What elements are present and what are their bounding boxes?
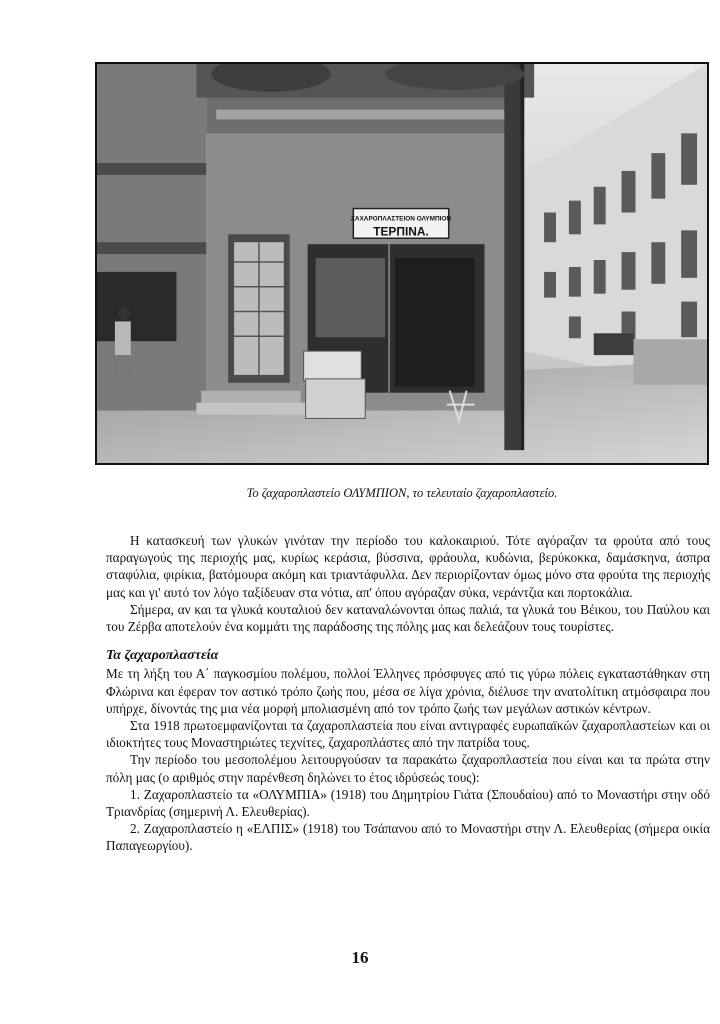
list-item: 1. Ζαχαροπλαστείο τα «ΟΛΥΜΠΙΑ» (1918) του Δημητρίου Γιάτα (Σπουδαίου) από το Μοναστήρι στην οδό Τριανδρίας (σημερινή Λ. Ελευθερίας). [106,786,710,820]
paragraph: Την περίοδο του μεσοπολέμου λειτουργούσαν τα παρακάτω ζαχαροπλαστεία που είναι και τα πρώτα στην πόλη μας (ο αριθμός στην παρένθεση δηλώνει το έτος ιδρύσεώς τους): [106,752,710,785]
paragraph: Η κατασκευή των γλυκών γινόταν την περίοδο του καλοκαιριού. Τότε αγόραζαν τα φρούτα από τους παραγωγούς της περιοχής μας, κυρίως κεράσια, βύσσινα, φράουλα, κυδώνια, βερύκοκκα, δαμάσκηνα, άσπρα σταφύλια, φιρίκια, βατόμουρα ακόμη και τριαντάφυλλα. Δεν περιορίζονταν όμως μόνο στα φρούτα της περιοχής μας και γι' αυτό τον λόγο ταξίδευαν στα νότια, απ' όπου αγόραζαν σύκα, νεράντζια και πορτοκάλια. [106,533,710,600]
list-item: 2. Ζαχαροπλαστείο η «ΕΛΠΙΣ» (1918) του Τσάπανου από το Μοναστήρι στην Λ. Ελευθερίας (σήμερα οικία Παπαγεωργίου). [106,821,710,854]
paragraph: Σήμερα, αν και τα γλυκά κουταλιού δεν καταναλώνονται όπως παλιά, τα γλυκά του Βέικου, του Παύλου και του Ζέρβα αποτελούν ένα κομμάτι της παράδοσης της πόλης μας και δελεάζουν τους τουρίστες. [106,601,710,635]
historic-photo [95,62,709,465]
shop-sign-line1: ΖΑΧΑΡΟΠΛΑΣΤΕΙΟΝ ΟΛΥΜΠΙΟΝ [350,215,452,223]
paragraph: Με τη λήξη του Α΄ παγκοσμίου πολέμου, πολλοί Έλληνες πρόσφυγες από τις γύρω πόλεις εγκαταστάθηκαν στη Φλώρινα και έφεραν τον αστικό τρόπο ζωής που, μέσα σε λίγα χρόνια, διέλυσε την ανατολίτικη ατμόσφαιρα που υπήρχε, δίνοντάς της μια νέα μορφή μπολιασμένη από τον τρόπο ζωής των μεγάλων αστικών κέντρων. [106,666,710,716]
shop-sign-line2: ΤΕΡΠΙΝΑ. [373,224,429,239]
section-heading: Τα ζαχαροπλαστεία [106,648,219,664]
photo-illustration [97,64,707,463]
paragraph: Στα 1918 πρωτοεμφανίζονται τα ζαχαροπλαστεία που είναι αντιγραφές ευρωπαϊκών ζαχαροπλαστείων και οι ιδιοκτήτες τους Μοναστηριώτες τεχνίτες, ζαχαροπλάστες από την πατρίδα τους. [106,718,710,751]
photo-caption: Το ζαχαροπλαστείο ΟΛΥΜΠΙΟΝ, το τελευταίο ζαχαροπλαστείο. [246,486,558,500]
page-number: 16 [351,948,369,967]
article-body [106,532,710,855]
